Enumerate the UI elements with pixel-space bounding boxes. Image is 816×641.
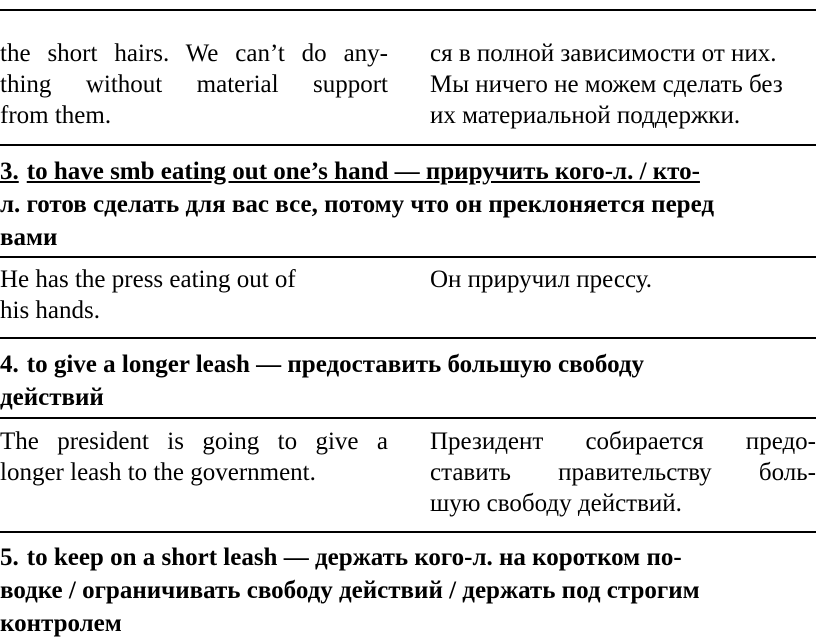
example-line: thing without material support (0, 71, 388, 98)
example-en (0, 426, 388, 488)
divider (0, 337, 816, 339)
heading-text: to keep on a short leash — держать кого-л. на коротком по- (26, 544, 682, 571)
example-line: шую свободу действий. (430, 490, 682, 517)
example-line: Он приручил прессу. (430, 266, 652, 293)
example-line: his hands. (0, 297, 100, 324)
entry-number: 3. (0, 158, 19, 185)
heading-line (0, 155, 816, 188)
entry-number: 4. (0, 351, 19, 378)
example-line: их материальной поддержки. (430, 102, 741, 129)
divider (0, 417, 816, 419)
entry-heading-4 (0, 348, 816, 414)
divider (0, 531, 816, 533)
example-ru (430, 264, 816, 295)
entry-heading-5 (0, 541, 816, 640)
example-en (0, 38, 388, 131)
heading-line (0, 348, 816, 381)
example-line: longer leash to the government. (0, 459, 316, 486)
example-ru (430, 38, 816, 131)
heading-line: контролем (0, 610, 122, 637)
heading-line: вами (0, 224, 58, 251)
divider (0, 256, 816, 258)
heading-text: to give a longer leash — предоставить большую свободу (26, 351, 645, 378)
divider (0, 144, 816, 146)
entry-heading-3 (0, 155, 816, 254)
example-line: from them. (0, 102, 112, 129)
heading-line: водке / ограничивать свободу действий / держать под строгим (0, 577, 700, 604)
example-line: The president is going to give a (0, 428, 388, 455)
heading-line (0, 541, 816, 574)
example-line: Президент собирается предо- (430, 428, 816, 455)
heading-line: действий (0, 384, 104, 411)
example-line: Мы ничего не можем сделать без (430, 71, 783, 98)
heading-line: л. готов сделать для вас все, потому что он преклоняется перед (0, 191, 714, 218)
example-line: He has the press eating out of (0, 266, 296, 293)
top-rule (0, 9, 816, 11)
example-line: ставить правительству боль- (430, 459, 816, 486)
example-line: ся в полной зависимости от них. (430, 40, 777, 67)
example-ru (430, 426, 816, 519)
heading-text: to have smb eating out one’s hand — приручить кого-л. / кто- (26, 158, 700, 185)
example-en (0, 264, 388, 326)
entry-number: 5. (0, 544, 19, 571)
example-line: the short hairs. We can’t do any- (0, 40, 388, 67)
